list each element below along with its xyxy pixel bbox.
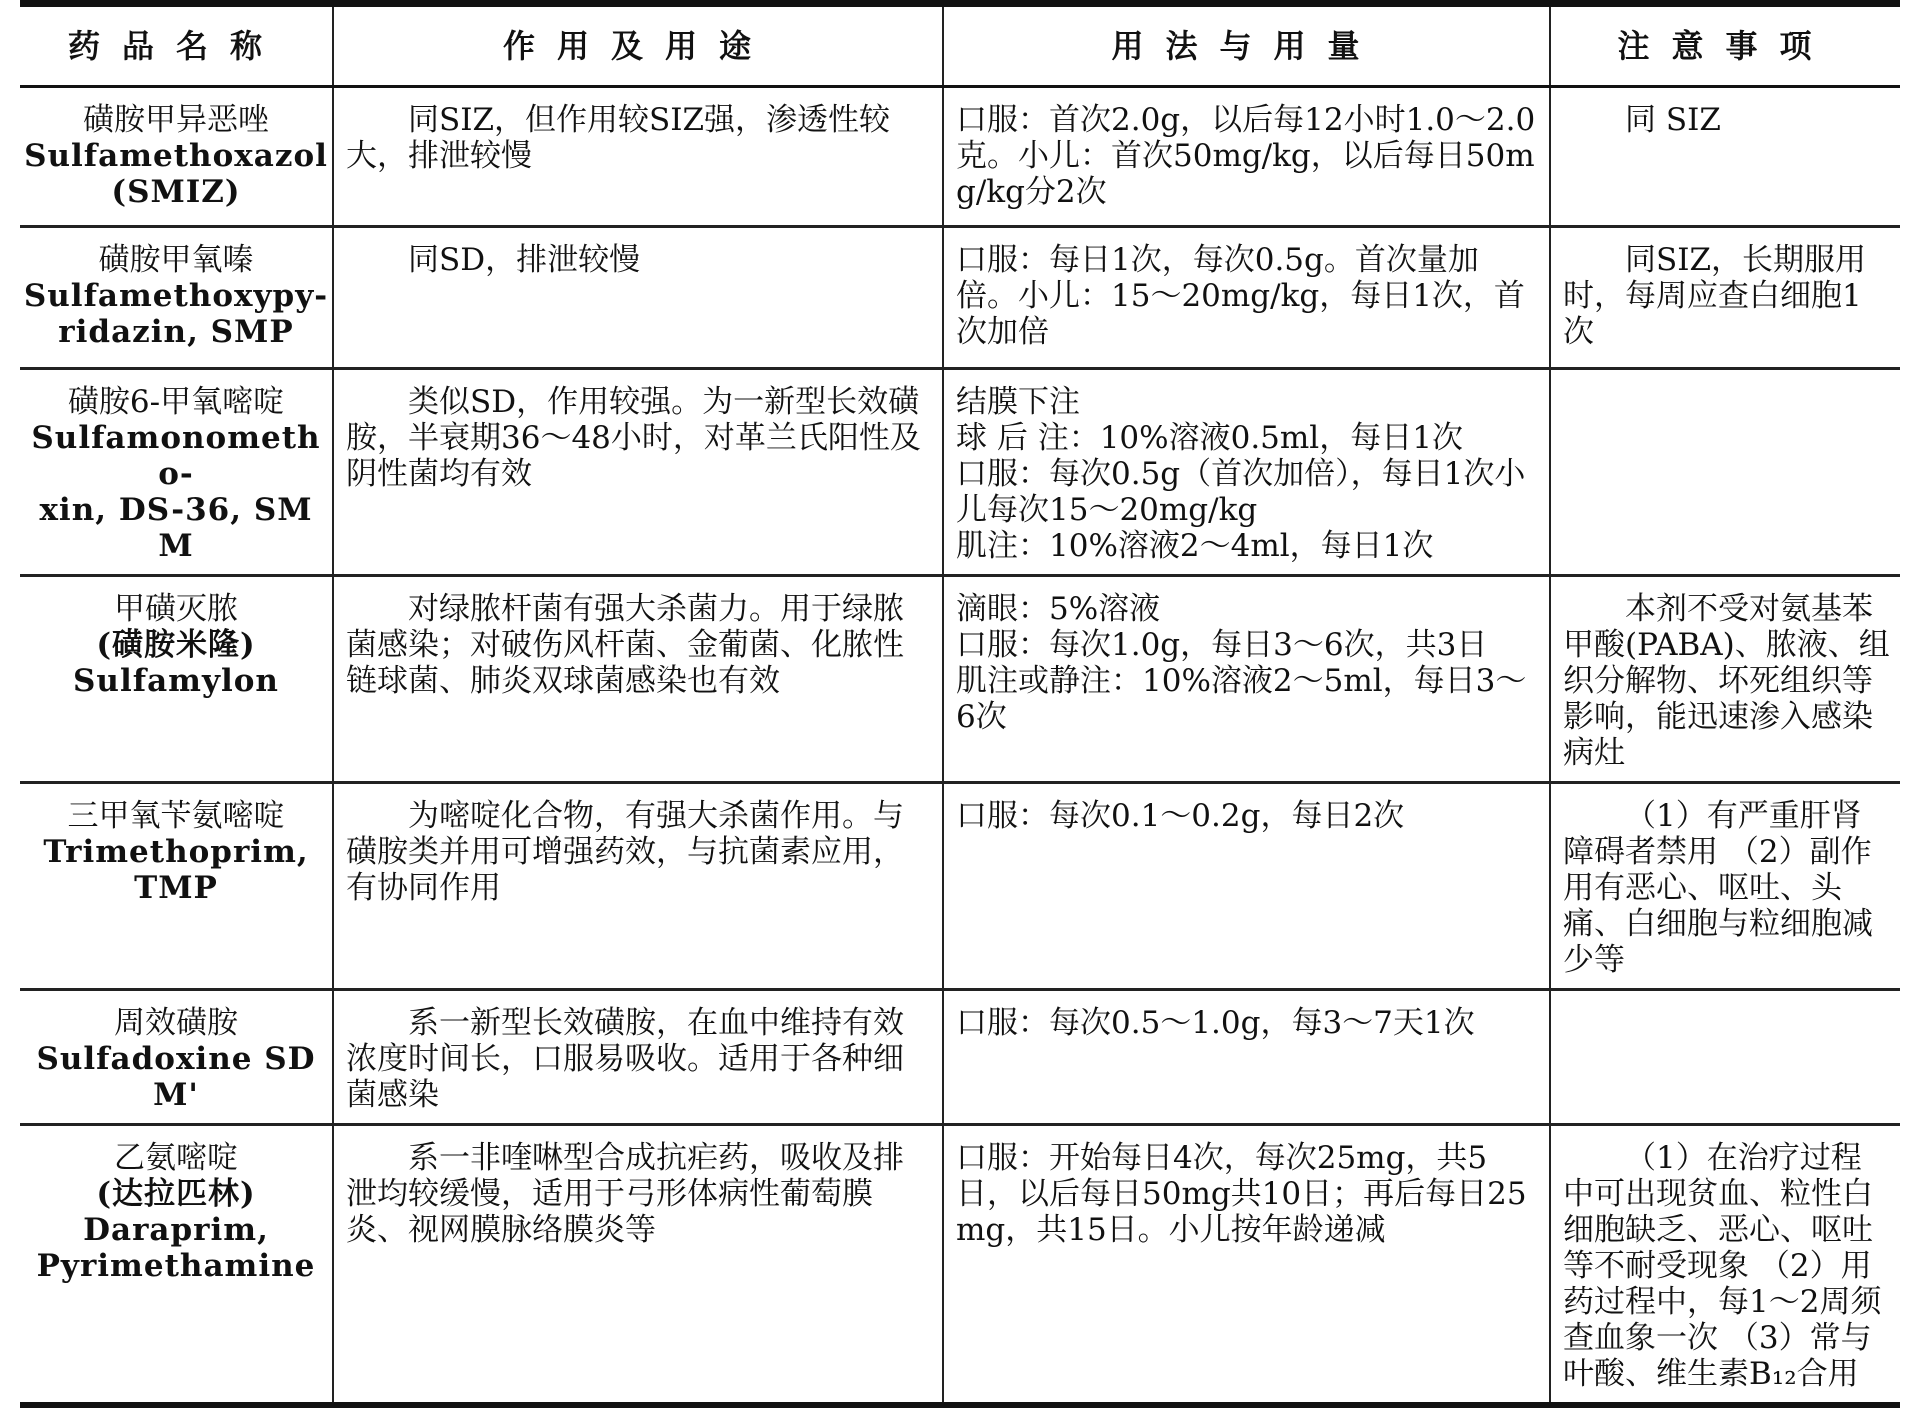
effect-cell: [333, 227, 943, 369]
drug-name-en-line: (达拉匹林): [96, 1176, 256, 1212]
drug-name-en-line: xin, DS-36, SMM: [39, 492, 313, 564]
drug-name-cn: 乙氨嘧啶: [114, 1140, 238, 1176]
notes-cell: [1550, 576, 1900, 783]
drug-name-en-line: Pyrimethamine: [36, 1248, 316, 1284]
effect-text: 系一新型长效磺胺，在血中维持有效浓度时间长，口服易吸收。适用于各种细菌感染: [346, 1005, 904, 1113]
header-usage-dosage: 用法与用量: [943, 4, 1550, 87]
notes-text: 同SIZ，长期服用时，每周应查白细胞1次: [1563, 242, 1867, 350]
drug-name-cn: 磺胺6-甲氧嘧啶: [67, 384, 285, 420]
usage-line: 口服：每次0.1～0.2g，每日2次: [956, 798, 1405, 834]
drug-name-cell: [20, 576, 333, 783]
drug-name-cn: 磺胺甲氧嗪: [98, 242, 254, 278]
table-row: [20, 227, 1900, 369]
drug-name-en-line: (磺胺米隆): [96, 627, 256, 663]
usage-line: 肌注：10%溶液2～4ml，每日1次: [956, 528, 1434, 564]
notes-cell: [1550, 227, 1900, 369]
header-row: [20, 4, 1900, 87]
notes-text: （1）在治疗过程中可出现贫血、粒性白细胞缺乏、恶心、呕吐等不耐受现象 （2）用药过程中，每1～2周须查血象一次 （3）常与叶酸、维生素B₁₂合用: [1563, 1140, 1882, 1392]
notes-text: 本剂不受对氨基苯甲酸(PABA)、脓液、组织分解物、坏死组织等影响，能迅速渗入感染病灶: [1563, 591, 1890, 771]
header-effect-use: 作用及用途: [333, 4, 943, 87]
usage-cell: [943, 87, 1550, 227]
table-row: [20, 87, 1900, 227]
drug-name-cn: 磺胺甲异恶唑: [83, 102, 269, 138]
effect-cell: [333, 783, 943, 990]
effect-text: 系一非喹啉型合成抗疟药，吸收及排泄均较缓慢，适用于弓形体病性葡萄膜炎、视网膜脉络膜炎等: [346, 1140, 904, 1248]
drug-name-cn: 周效磺胺: [114, 1005, 238, 1041]
drug-name-en-line: Sulfamethoxazol: [24, 138, 328, 174]
table-row: [20, 783, 1900, 990]
usage-line: 球 后 注：10%溶液0.5ml，每日1次: [956, 420, 1463, 456]
table-row: [20, 576, 1900, 783]
effect-text: 同SIZ，但作用较SIZ强，渗透性较大，排泄较慢: [346, 102, 891, 174]
drug-name-en-line: Sulfamethoxypy-: [23, 278, 329, 314]
usage-cell: [943, 227, 1550, 369]
drug-name-cell: [20, 369, 333, 576]
notes-cell: [1550, 1125, 1900, 1406]
notes-text: 同 SIZ: [1625, 102, 1721, 138]
usage-line: 口服：首次2.0g，以后每12小时1.0～2.0克。小儿：首次50mg/kg，以后每日50mg/kg分2次: [956, 102, 1536, 210]
usage-line: 口服：每次1.0g，每日3～6次，共3日: [956, 627, 1488, 663]
usage-cell: [943, 576, 1550, 783]
drug-name-en-line: (SMIZ): [111, 174, 241, 210]
drug-name-en-line: Sulfamonometho-: [31, 420, 321, 492]
effect-cell: [333, 369, 943, 576]
notes-cell: [1550, 87, 1900, 227]
document-page: [20, 0, 1900, 1400]
usage-line: 肌注或静注：10%溶液2～5ml，每日3～6次: [956, 663, 1527, 735]
table-row: [20, 1125, 1900, 1406]
notes-cell: [1550, 369, 1900, 576]
table-body: [20, 87, 1900, 1406]
drug-table: [20, 0, 1900, 1408]
usage-cell: [943, 990, 1550, 1125]
effect-text: 类似SD，作用较强。为一新型长效磺胺，半衰期36～48小时，对革兰氏阳性及阴性菌均有效: [346, 384, 921, 492]
table-row: [20, 990, 1900, 1125]
usage-line: 结膜下注: [956, 384, 1080, 420]
effect-cell: [333, 576, 943, 783]
drug-name-en-line: Daraprim,: [83, 1212, 269, 1248]
notes-text: （1）有严重肝肾障碍者禁用 （2）副作用有恶心、呕吐、头痛、白细胞与粒细胞减少等: [1563, 798, 1873, 978]
drug-name-en-line: ridazin, SMP: [58, 314, 294, 350]
drug-name-en-line: Sulfamylon: [73, 663, 279, 699]
drug-name-cn: 甲磺灭脓: [114, 591, 238, 627]
drug-name-cell: [20, 990, 333, 1125]
usage-line: 滴眼：5%溶液: [956, 591, 1161, 627]
effect-text: 为嘧啶化合物，有强大杀菌作用。与磺胺类并用可增强药效，与抗菌素应用，有协同作用: [346, 798, 904, 906]
drug-name-en-line: TMP: [134, 870, 218, 906]
usage-cell: [943, 369, 1550, 576]
drug-name-cn: 三甲氧苄氨嘧啶: [67, 798, 285, 834]
usage-line: 口服：开始每日4次，每次25mg，共5日，以后每日50mg共10日；再后每日25mg，共15日。小儿按年龄递减: [956, 1140, 1527, 1248]
notes-cell: [1550, 783, 1900, 990]
usage-line: 口服：每次0.5g（首次加倍），每日1次小儿每次15～20mg/kg: [956, 456, 1526, 528]
usage-cell: [943, 1125, 1550, 1406]
header-precautions: 注意事项: [1550, 4, 1900, 87]
effect-text: 对绿脓杆菌有强大杀菌力。用于绿脓菌感染；对破伤风杆菌、金葡菌、化脓性链球菌、肺炎双球菌感染也有效: [346, 591, 904, 699]
drug-name-en-line: Sulfadoxine SDM': [36, 1041, 316, 1113]
table-row: [20, 369, 1900, 576]
effect-text: 同SD，排泄较慢: [408, 242, 641, 278]
effect-cell: [333, 1125, 943, 1406]
notes-cell: [1550, 990, 1900, 1125]
usage-line: 口服：每次0.5～1.0g，每3～7天1次: [956, 1005, 1475, 1041]
drug-name-cell: [20, 1125, 333, 1406]
effect-cell: [333, 990, 943, 1125]
drug-name-cell: [20, 783, 333, 990]
drug-name-en-line: Trimethoprim,: [43, 834, 309, 870]
drug-name-cell: [20, 227, 333, 369]
usage-cell: [943, 783, 1550, 990]
effect-cell: [333, 87, 943, 227]
drug-name-cell: [20, 87, 333, 227]
usage-line: 口服：每日1次，每次0.5g。首次量加倍。小儿：15～20mg/kg，每日1次，首次加倍: [956, 242, 1525, 350]
header-drug-name: 药品名称: [20, 4, 333, 87]
